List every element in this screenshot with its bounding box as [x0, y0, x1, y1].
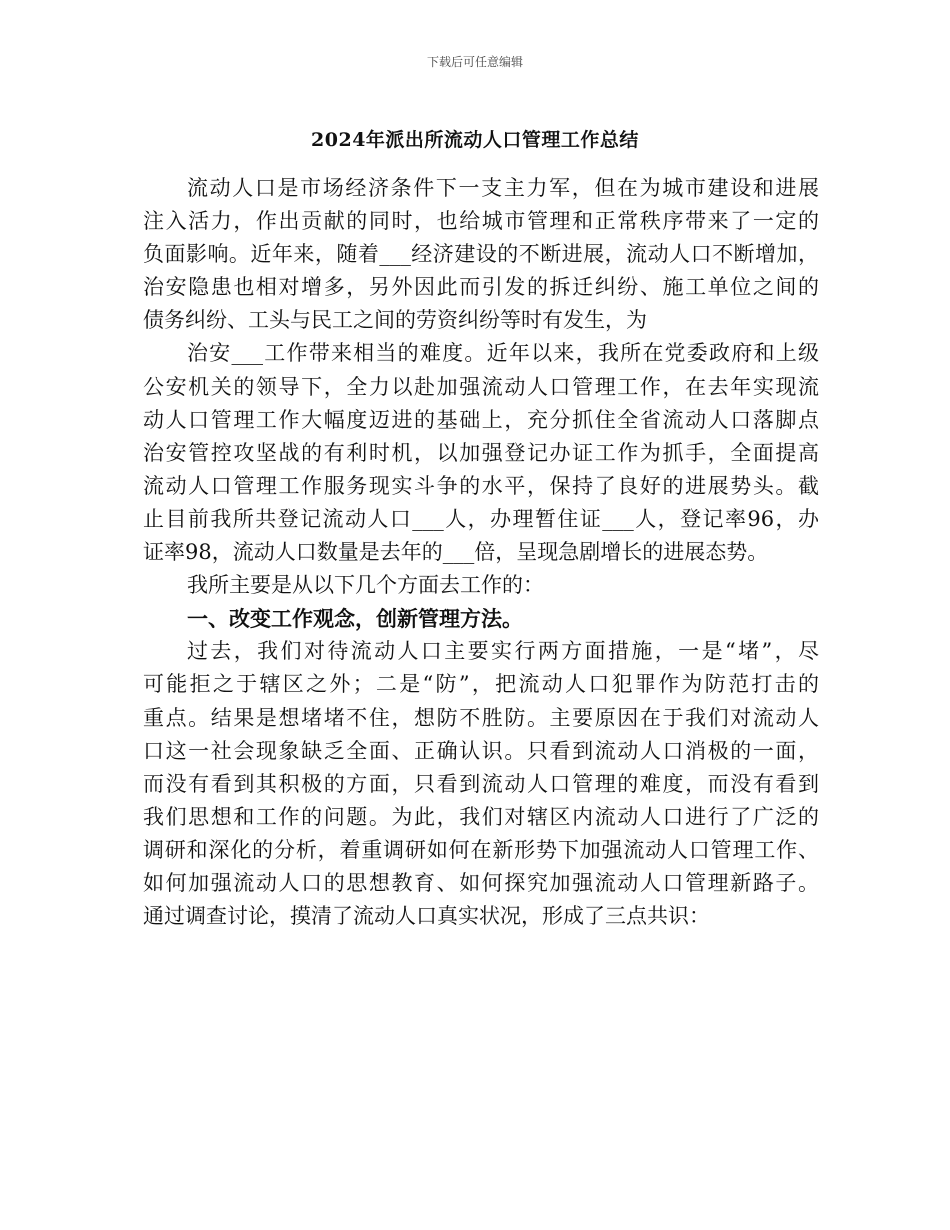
body-line: 治安管控攻坚战的有利时机，以加强登记办证工作为抓手，全面提高 — [143, 440, 819, 465]
body-line: 负面影响。近年来，随着___经济建设的不断进展，流动人口不断增加， — [143, 242, 819, 267]
body-line: 重点。结果是想堵堵不住，想防不胜防。主要原因在于我们对流动人 — [143, 705, 819, 730]
page-header: 下载后可任意编辑 — [426, 55, 523, 69]
body-line: 治安___工作带来相当的难度。近年以来，我所在党委政府和上级 — [187, 341, 819, 366]
body-line: 注入活力，作出贡献的同时，也给城市管理和正常秩序带来了一定的 — [143, 209, 819, 234]
section-heading: 一、改变工作观念，创新管理方法。 — [187, 606, 523, 632]
body-line: 我所主要是从以下几个方面去工作的： — [187, 573, 544, 598]
body-line: 如何加强流动人口的思想教育、如何探究加强流动人口管理新路子。 — [143, 870, 819, 895]
document-body — [143, 172, 819, 933]
body-line: 我们思想和工作的问题。为此，我们对辖区内流动人口进行了广泛的 — [143, 804, 819, 829]
body-line: 治安隐患也相对增多，另外因此而引发的拆迁纠纷、施工单位之间的 — [143, 275, 819, 300]
body-line: 通过调查讨论，摸清了流动人口真实状况，形成了三点共识： — [143, 904, 710, 929]
body-line: 而没有看到其积极的方面，只看到流动人口管理的难度，而没有看到 — [143, 771, 819, 796]
body-line: 动人口管理工作大幅度迈进的基础上，充分抓住全省流动人口落脚点 — [143, 407, 819, 432]
body-line: 流动人口管理工作服务现实斗争的水平，保持了良好的进展势头。截 — [143, 473, 819, 498]
body-line: 过去，我们对待流动人口主要实行两方面措施，一是“堵”，尽 — [187, 639, 819, 664]
body-line: 证率98，流动人口数量是去年的___倍，呈现急剧增长的进展态势。 — [143, 540, 769, 565]
document-title: 2024年派出所流动人口管理工作总结 — [311, 129, 639, 151]
body-line: 公安机关的领导下，全力以赴加强流动人口管理工作，在去年实现流 — [143, 374, 819, 399]
body-line: 调研和深化的分析，着重调研如何在新形势下加强流动人口管理工作、 — [143, 837, 819, 862]
body-line: 口这一社会现象缺乏全面、正确认识。只看到流动人口消极的一面， — [143, 738, 819, 763]
body-line: 可能拒之于辖区之外；二是“防”，把流动人口犯罪作为防范打击的 — [143, 672, 819, 697]
body-line: 止目前我所共登记流动人口___人，办理暂住证___人，登记率96，办 — [143, 506, 819, 531]
body-line: 流动人口是市场经济条件下一支主力军，但在为城市建设和进展 — [187, 176, 819, 200]
body-line: 债务纠纷、工头与民工之间的劳资纠纷等时有发生，为 — [143, 308, 647, 333]
